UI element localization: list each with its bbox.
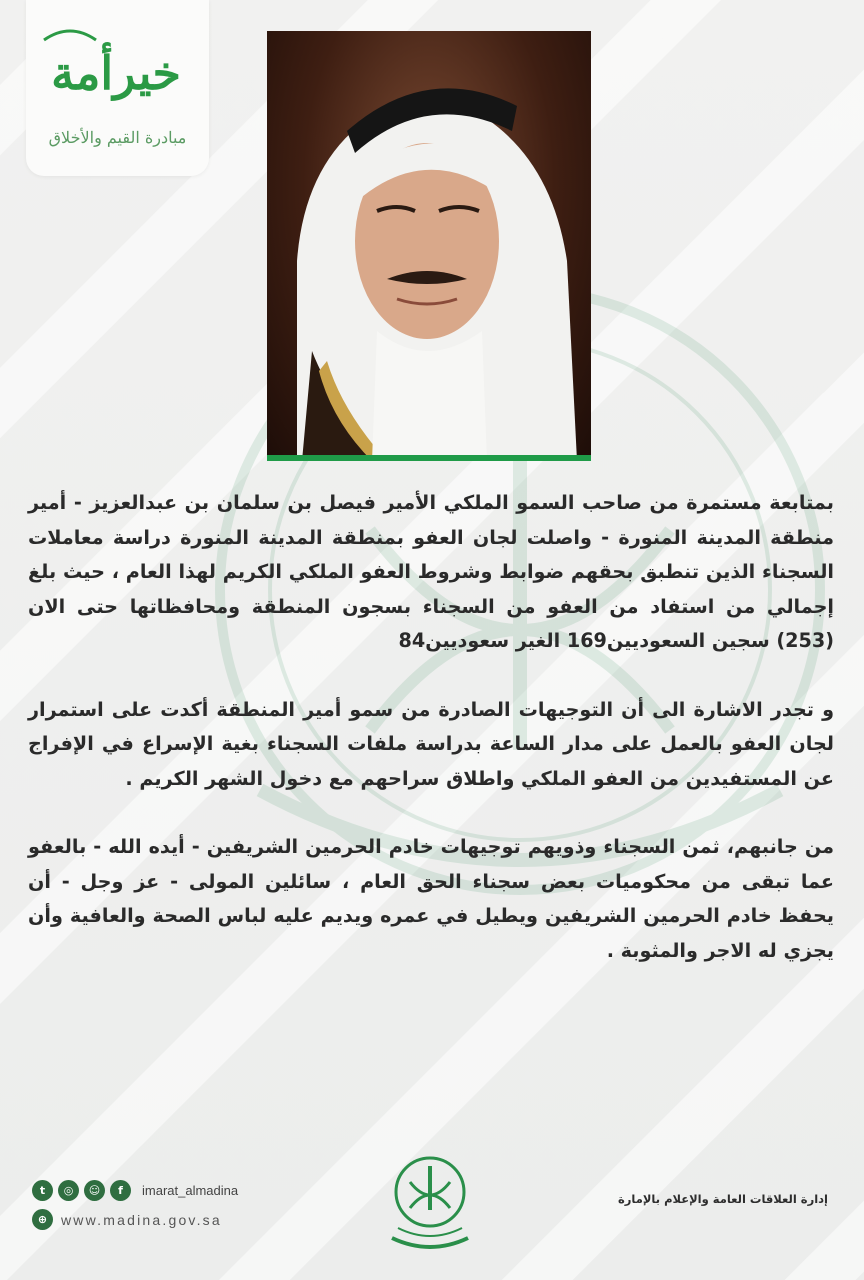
initiative-logo	[26, 0, 209, 176]
prince-portrait	[267, 31, 591, 461]
social-links	[32, 1180, 238, 1201]
article-paragraph-1: بمتابعة مستمرة من صاحب السمو الملكي الأمير فيصل بن سلمان بن عبدالعزيز - أمير منطقة المدينة المنورة - واصلت لجان العفو بمنطقة المدينة المنورة دراسة معاملات السجناء الذين تنطبق بحقهم ضوابط وشروط العفو الملكي الكريم لهذا العام ، حيث بلغ إجمالي من استفاد من العفو من السجناء بسجون المنطقة ومحافظاتها حتى الان (253) سجين السعوديين169 الغير سعوديين84	[28, 491, 834, 652]
instagram-icon[interactable]: ◎	[58, 1180, 79, 1201]
logo-title: خيرأمة	[51, 46, 181, 100]
portrait-accent-bar	[267, 455, 591, 461]
logo-ornament-icon	[40, 18, 100, 48]
logo-subtitle: مبادرة القيم والأخلاق	[48, 128, 187, 147]
department-name: إدارة العلاقات العامة والإعلام بالإمارة	[618, 1192, 828, 1206]
snapchat-icon[interactable]: ☺	[84, 1180, 105, 1201]
article-paragraph-3: من جانبهم، ثمن السجناء وذويهم توجيهات خادم الحرمين الشريفين - أيده الله - بالعفو عما تبقى من محكوميات بعض سجناء الحق العام ، سائلين المولى - عز وجل - أن يحفظ خادم الحرمين الشريفين ويطيل في عمره ويديم عليه لباس الصحة والعافية وأن يجزي له الاجر والمثوبة .	[28, 835, 834, 962]
facebook-icon[interactable]: f	[110, 1180, 131, 1201]
twitter-icon[interactable]: t	[32, 1180, 53, 1201]
globe-icon: ⊕	[32, 1209, 53, 1230]
portrait-illustration	[267, 31, 591, 461]
social-handle[interactable]: imarat_almadina	[142, 1183, 239, 1198]
website-link[interactable]: www.madina.gov.sa	[61, 1211, 222, 1228]
article-paragraph-2: و تجدر الاشارة الى أن التوجيهات الصادرة من سمو أمير المنطقة أكدت على استمرار لجان العفو بالعمل على مدار الساعة بدراسة ملفات السجناء بغية الإسراع في الإفراج عن المستفيدين من العفو الملكي واطلاق سراحهم مع دخول الشهر الكريم .	[28, 697, 834, 790]
footer-contact	[32, 1180, 238, 1230]
article-body	[28, 486, 834, 1002]
website-row	[32, 1209, 238, 1230]
saudi-emblem-logo	[384, 1152, 476, 1256]
